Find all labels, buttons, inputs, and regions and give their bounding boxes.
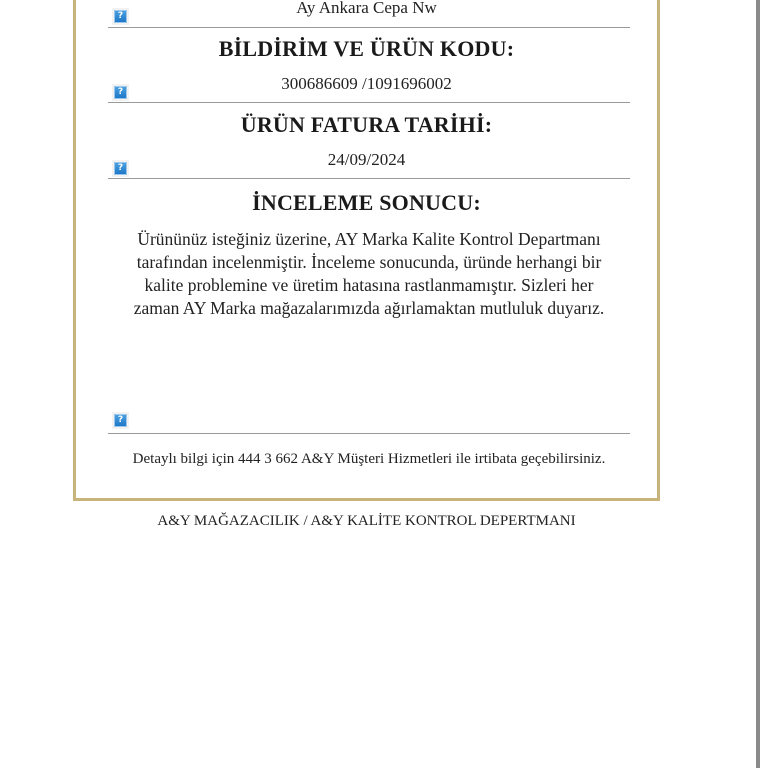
section-heading-inspection-result: İNCELEME SONUCU: [252, 190, 481, 215]
separator [108, 102, 630, 103]
section-heading-invoice-date: ÜRÜN FATURA TARİHİ: [240, 112, 493, 137]
broken-image-icon: ? [114, 162, 127, 175]
inspection-result-text: Ürününüz isteğiniz üzerine, AY Marka Kalite Kontrol Departmanı tarafından incelenmiştir. İnceleme sonucunda, üründe herhangi bir kalite problemine ve üretim hatasına rastlanmamıştır. Sizleri her zaman AY Marka mağazalarımızda ağırlamaktan mutluluk duyarız. [133, 229, 605, 318]
signature-line: A&Y MAĞAZACILIK / A&Y KALİTE KONTROL DEPERTMANI [157, 513, 576, 529]
document-frame [73, 0, 660, 501]
broken-image-icon: ? [114, 414, 127, 427]
product-code-value: 300686609 /1091696002 [281, 74, 452, 93]
scrollbar-edge [756, 0, 760, 768]
separator [108, 27, 630, 28]
contact-note: Detaylı bilgi için 444 3 662 A&Y Müşteri Hizmetleri ile irtibata geçebilirsiniz. [132, 451, 606, 467]
section-heading-product-code: BİLDİRİM VE ÜRÜN KODU: [218, 36, 515, 61]
separator [108, 433, 630, 434]
store-name: Ay Ankara Cepa Nw [296, 0, 437, 17]
broken-image-icon: ? [114, 10, 127, 23]
separator [108, 178, 630, 179]
broken-image-icon: ? [114, 86, 127, 99]
invoice-date-value: 24/09/2024 [327, 150, 406, 169]
